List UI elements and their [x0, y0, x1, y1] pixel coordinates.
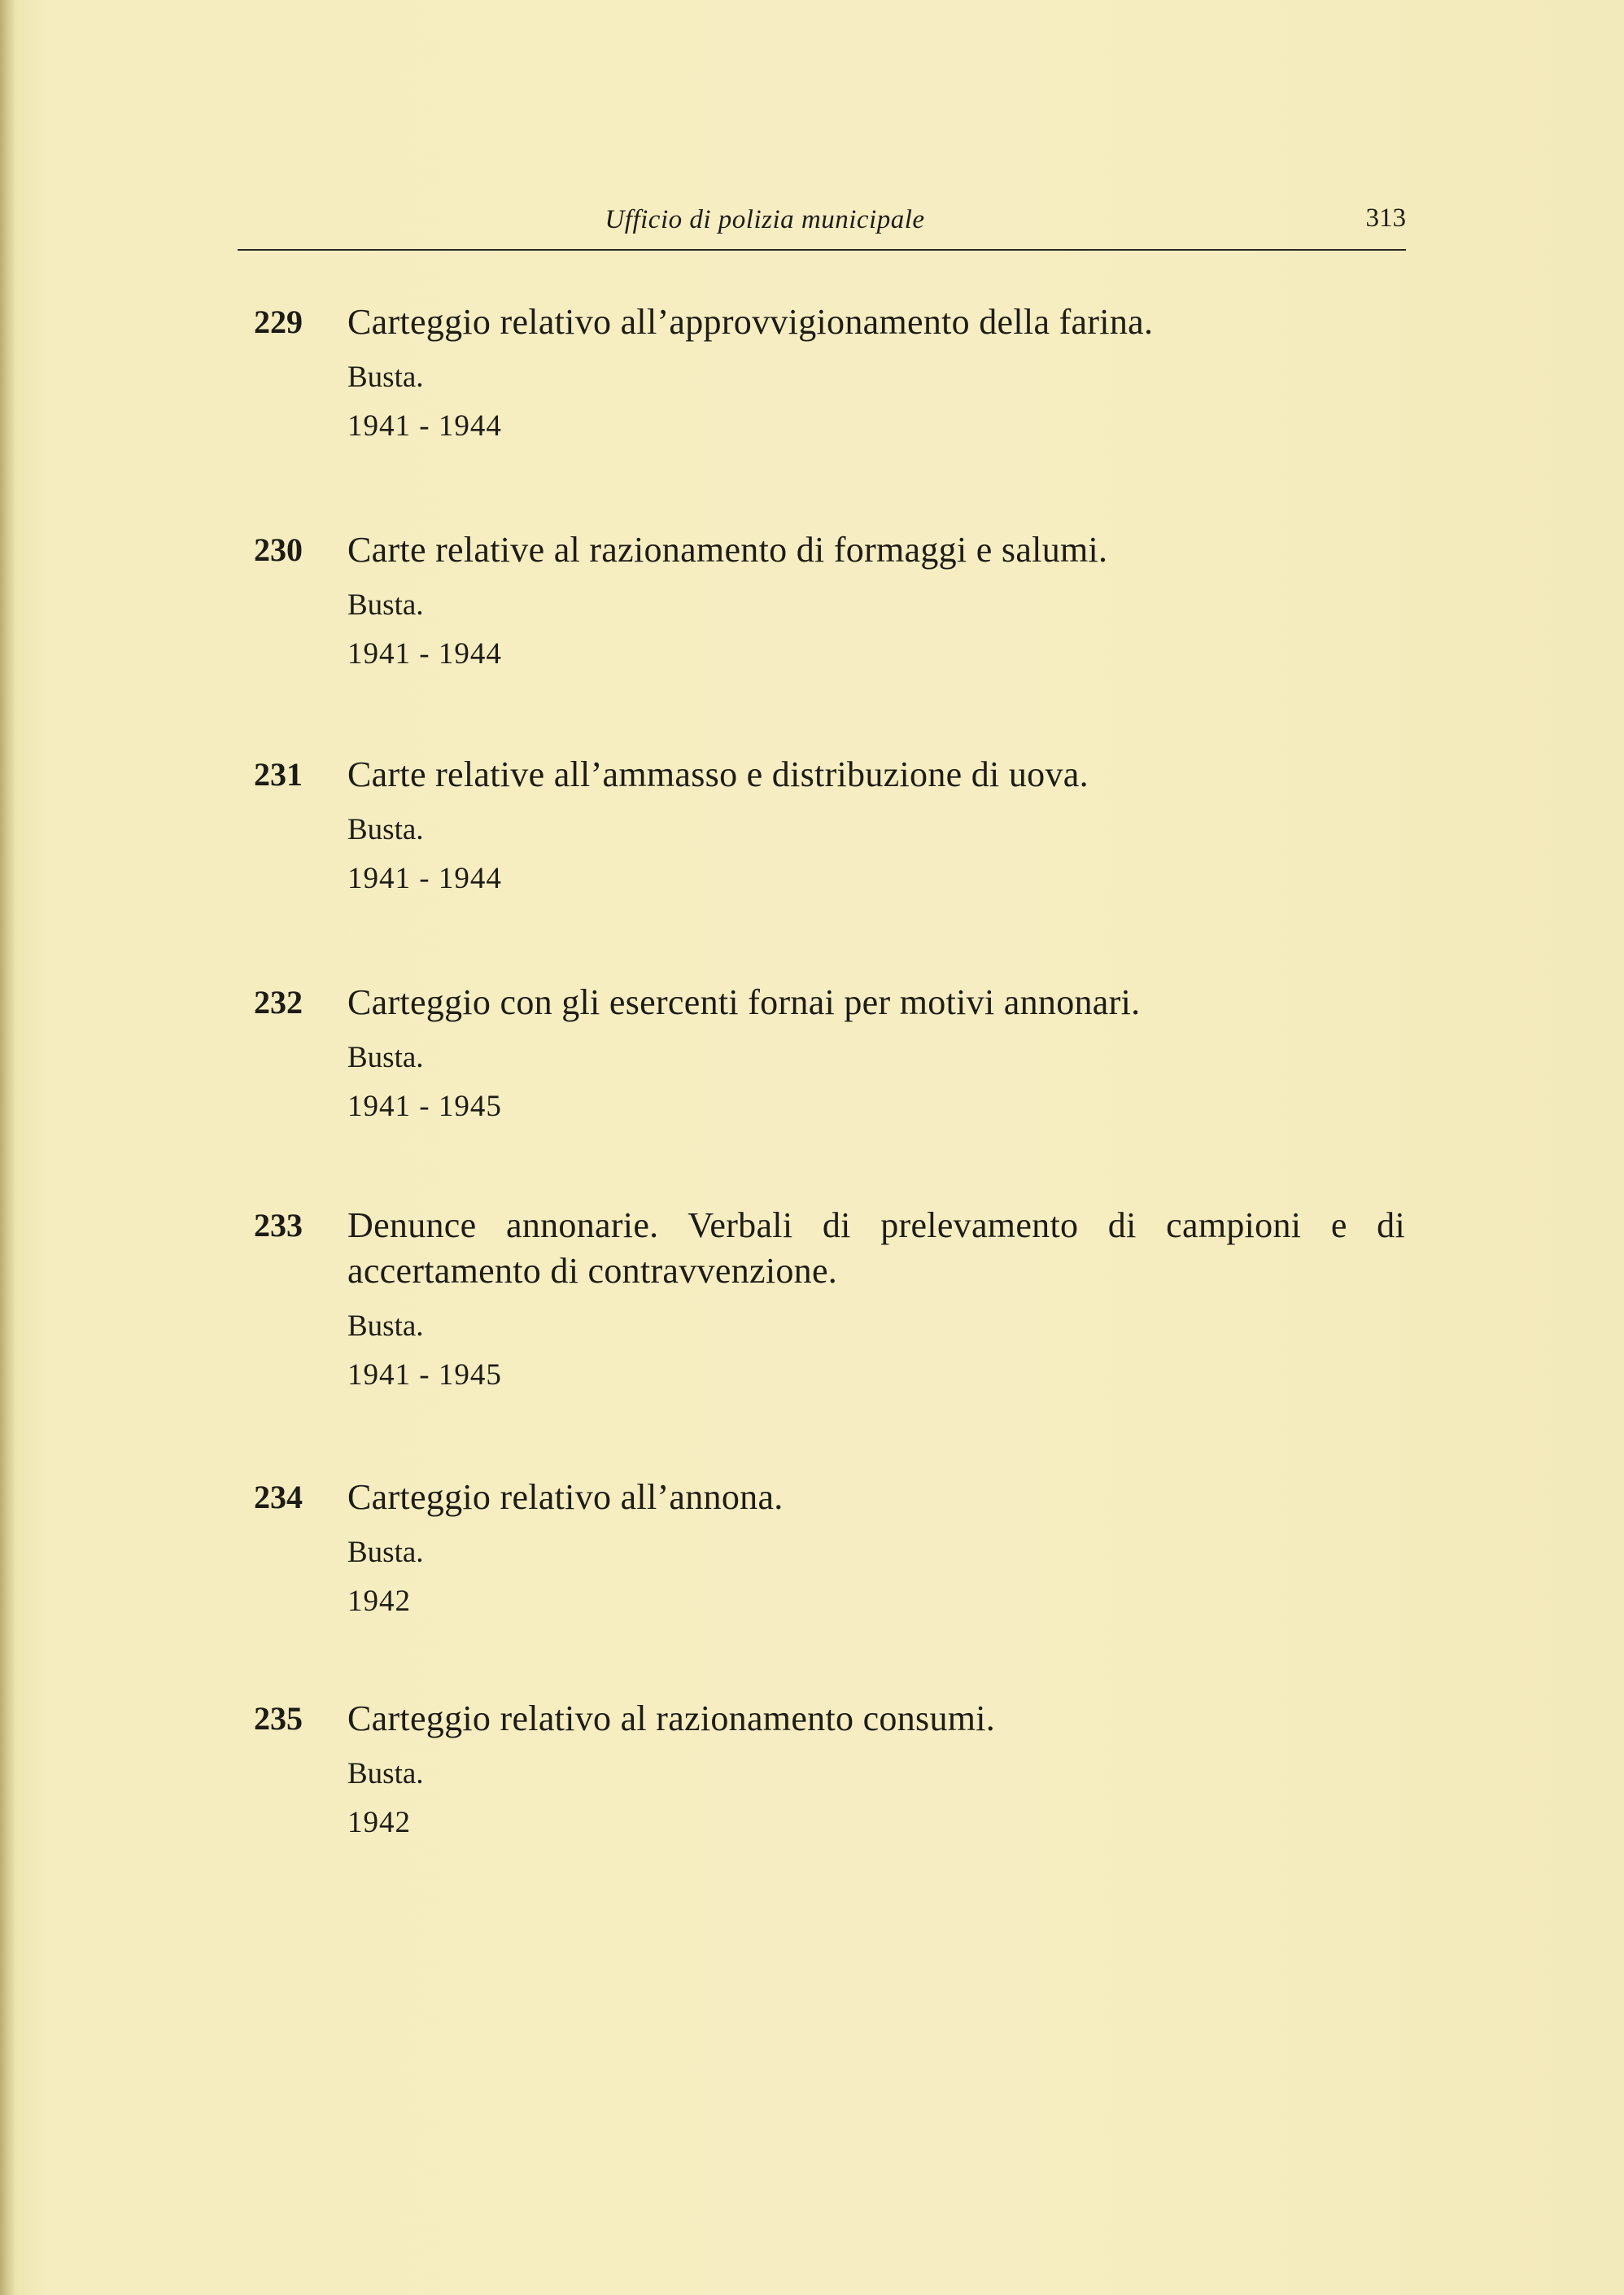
entry-body: [347, 1203, 1405, 1392]
entry-body: [347, 1696, 1405, 1839]
entry-title: Carteggio relativo al razionamento consumi.: [347, 1698, 996, 1738]
entry-body: [347, 752, 1405, 895]
entry-dates: 1941 - 1944: [347, 409, 502, 443]
entry-dates: 1941 - 1944: [347, 637, 502, 671]
entry-dates: 1941 - 1945: [347, 1090, 502, 1123]
entry-number: 231: [254, 756, 303, 793]
entry-number: 234: [254, 1479, 303, 1515]
entry-title: Carteggio relativo all’approvvigionamento della farina.: [347, 302, 1154, 342]
entry-type: Busta.: [347, 1041, 424, 1074]
entry-type: Busta.: [347, 813, 424, 846]
entry-title: Carteggio con gli esercenti fornai per motivi annonari.: [347, 982, 1141, 1022]
entry-title: Denunce annonarie. Verbali di prelevamento di campioni e di accertamento di contravvenzione.: [347, 1205, 1405, 1291]
entry-type: Busta.: [347, 588, 424, 622]
entry-number: 230: [254, 531, 303, 568]
entry-number: 229: [254, 304, 303, 340]
entry-type: Busta.: [347, 1536, 424, 1569]
entry-number: 232: [254, 984, 303, 1021]
running-title: Ufficio di polizia municipale: [605, 205, 925, 234]
entry-number: 233: [254, 1207, 303, 1244]
entry-type: Busta.: [347, 1757, 424, 1790]
entry-title: Carteggio relativo all’annona.: [347, 1477, 784, 1517]
entry-body: [347, 527, 1405, 671]
entry-type: Busta.: [347, 361, 424, 394]
entry-title: Carte relative all’ammasso e distribuzione di uova.: [347, 754, 1089, 794]
entry-body: [347, 299, 1405, 443]
entry-dates: 1942: [347, 1585, 411, 1618]
entry-title: Carte relative al razionamento di formaggi e salumi.: [347, 530, 1108, 570]
entry-type: Busta.: [347, 1309, 424, 1343]
entry-dates: 1942: [347, 1806, 411, 1839]
entry-body: [347, 980, 1405, 1123]
binding-edge: [0, 0, 15, 2295]
entry-dates: 1941 - 1945: [347, 1358, 502, 1392]
page-number: 313: [1365, 203, 1406, 233]
entry-dates: 1941 - 1944: [347, 862, 502, 895]
entry-body: [347, 1475, 1405, 1618]
entry-number: 235: [254, 1700, 303, 1737]
page-header: [238, 200, 1406, 251]
